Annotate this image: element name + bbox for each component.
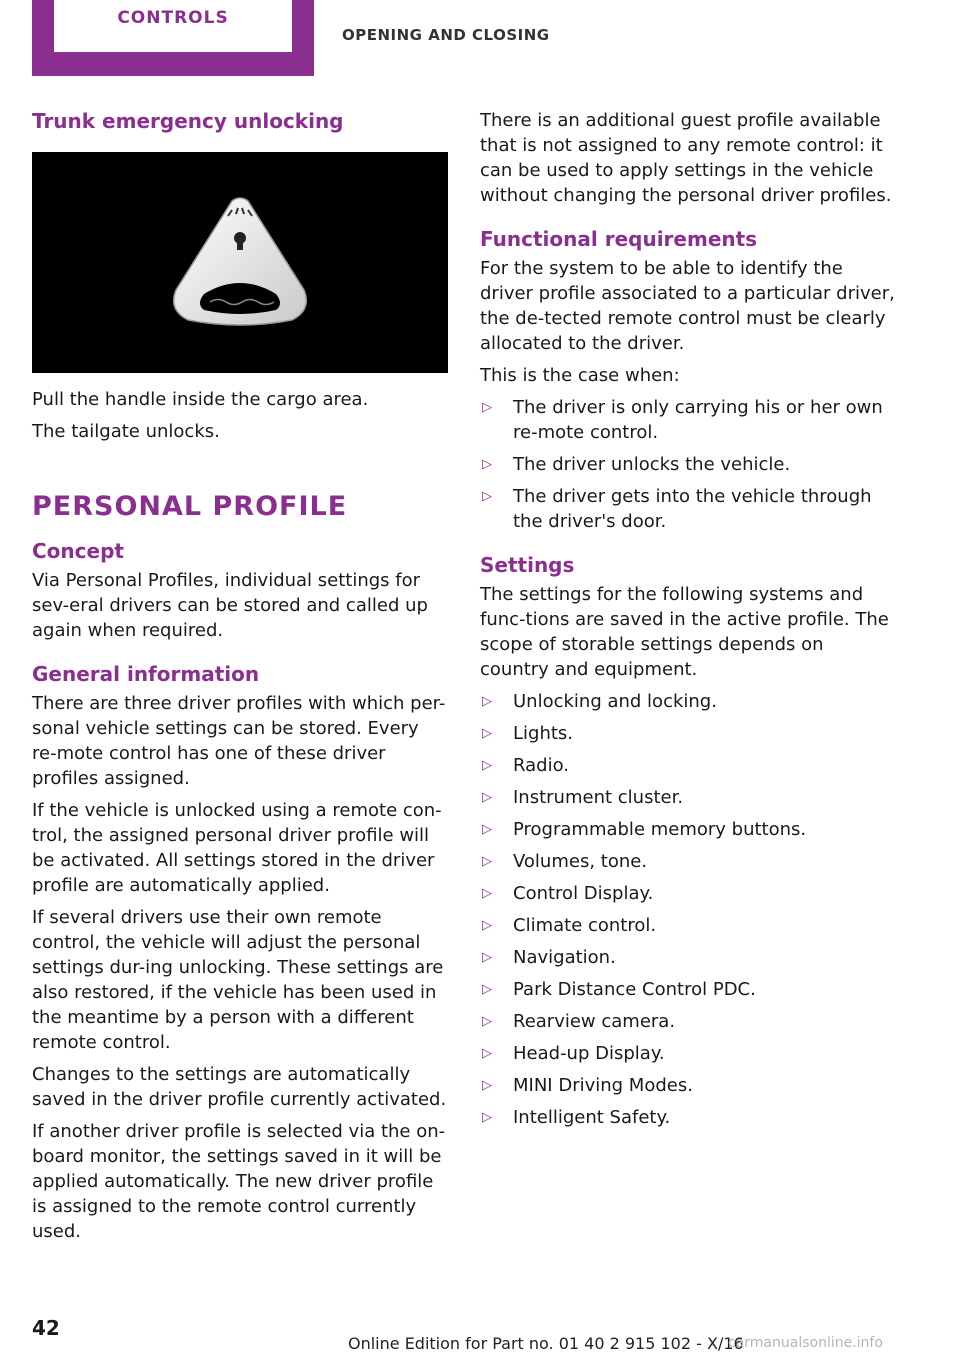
list-item: ▷ The driver unlocks the vehicle. <box>482 454 791 475</box>
triangle-right-icon: ▷ <box>482 950 492 965</box>
left-column <box>32 108 448 1251</box>
triangle-right-icon: ▷ <box>482 982 492 997</box>
guest-profile-paragraph: There is an additional guest profile available that is not assigned to any remote control: it can be used to apply settings in the vehicle without changing the personal driver profiles. <box>480 110 892 206</box>
list-item: ▷ Intelligent Safety. <box>482 1107 671 1128</box>
general-p4: Changes to the settings are automatically saved in the driver profile currently activated. <box>32 1064 447 1110</box>
triangle-right-icon: ▷ <box>482 457 492 472</box>
functional-list <box>480 395 896 534</box>
triangle-right-icon: ▷ <box>482 694 492 709</box>
trunk-p2: The tailgate unlocks. <box>32 421 220 442</box>
right-column <box>480 108 896 1138</box>
functional-requirements-heading: Functional requirements <box>480 227 758 251</box>
list-item: ▷ Volumes, tone. <box>482 851 648 872</box>
list-item: ▷ Rearview camera. <box>482 1011 676 1032</box>
triangle-right-icon: ▷ <box>482 758 492 773</box>
list-item: ▷ Park Distance Control PDC. <box>482 979 756 1000</box>
triangle-right-icon: ▷ <box>482 822 492 837</box>
trunk-p1: Pull the handle inside the cargo area. <box>32 389 369 410</box>
general-info-heading: General information <box>32 662 260 686</box>
triangle-right-icon: ▷ <box>482 854 492 869</box>
list-item: ▷ MINI Driving Modes. <box>482 1075 693 1096</box>
list-item: ▷ The driver gets into the vehicle through the driver's door. <box>482 486 872 532</box>
list-item: ▷ Instrument cluster. <box>482 787 684 808</box>
triangle-right-icon: ▷ <box>482 726 492 741</box>
triangle-right-icon: ▷ <box>482 1110 492 1125</box>
list-item: ▷ Programmable memory buttons. <box>482 819 807 840</box>
triangle-right-icon: ▷ <box>482 886 492 901</box>
section-tab-label: CONTROLS <box>117 8 229 28</box>
list-item: ▷ Climate control. <box>482 915 657 936</box>
functional-paragraph: For the system to be able to identify the driver profile associated to a particular driver, the de-tected remote control must be clearly allocated to the driver. <box>480 258 895 354</box>
settings-paragraph: The settings for the following systems and func-tions are saved in the active profile. The scope of storable settings depends on country and equipment. <box>480 584 889 680</box>
watermark: carmanualsonline.info <box>728 1335 883 1351</box>
list-item: ▷ Radio. <box>482 755 569 776</box>
section-tab <box>32 0 314 76</box>
list-item: ▷ The driver is only carrying his or her own re-mote control. <box>482 397 883 443</box>
triangle-right-icon: ▷ <box>482 400 492 415</box>
triangle-right-icon: ▷ <box>482 1046 492 1061</box>
chapter-title: OPENING AND CLOSING <box>342 26 550 44</box>
triangle-right-icon: ▷ <box>482 918 492 933</box>
functional-case: This is the case when: <box>480 365 680 386</box>
trunk-handle-icon <box>32 152 448 373</box>
trunk-emergency-heading: Trunk emergency unlocking <box>32 109 344 133</box>
general-p1: There are three driver profiles with which per-sonal vehicle settings can be stored. Every re-mote control has one of these driver profiles assigned. <box>32 693 446 789</box>
list-item: ▷ Navigation. <box>482 947 616 968</box>
triangle-right-icon: ▷ <box>482 489 492 504</box>
list-item: ▷ Head-up Display. <box>482 1043 665 1064</box>
triangle-right-icon: ▷ <box>482 790 492 805</box>
list-item: ▷ Unlocking and locking. <box>482 691 717 712</box>
general-p3: If several drivers use their own remote control, the vehicle will adjust the personal settings dur-ing unlocking. These settings are also restored, if the vehicle has been used in the meantime by a person with a different remote control. <box>32 907 444 1053</box>
list-item: ▷ Lights. <box>482 723 574 744</box>
footer-edition: Online Edition for Part no. 01 40 2 915 102 - X/16 <box>348 1334 744 1353</box>
page-number: 42 <box>32 1316 60 1340</box>
section-tab-label-box <box>54 0 292 52</box>
settings-heading: Settings <box>480 553 575 577</box>
trunk-handle-figure <box>32 152 448 373</box>
general-p5: If another driver profile is selected via the on-board monitor, the settings saved in it will be applied automatically. The new driver profile is assigned to the remote control currently used. <box>32 1121 446 1242</box>
general-p2: If the vehicle is unlocked using a remote con-trol, the assigned personal driver profile will be activated. All settings stored in the driver profile are automatically applied. <box>32 800 442 896</box>
triangle-right-icon: ▷ <box>482 1078 492 1093</box>
triangle-right-icon: ▷ <box>482 1014 492 1029</box>
list-item: ▷ Control Display. <box>482 883 654 904</box>
settings-list <box>480 689 896 1130</box>
concept-heading: Concept <box>32 539 124 563</box>
concept-paragraph: Via Personal Profiles, individual settings for sev-eral drivers can be stored and called up again when required. <box>32 570 428 641</box>
personal-profile-heading: PERSONAL PROFILE <box>32 491 348 522</box>
